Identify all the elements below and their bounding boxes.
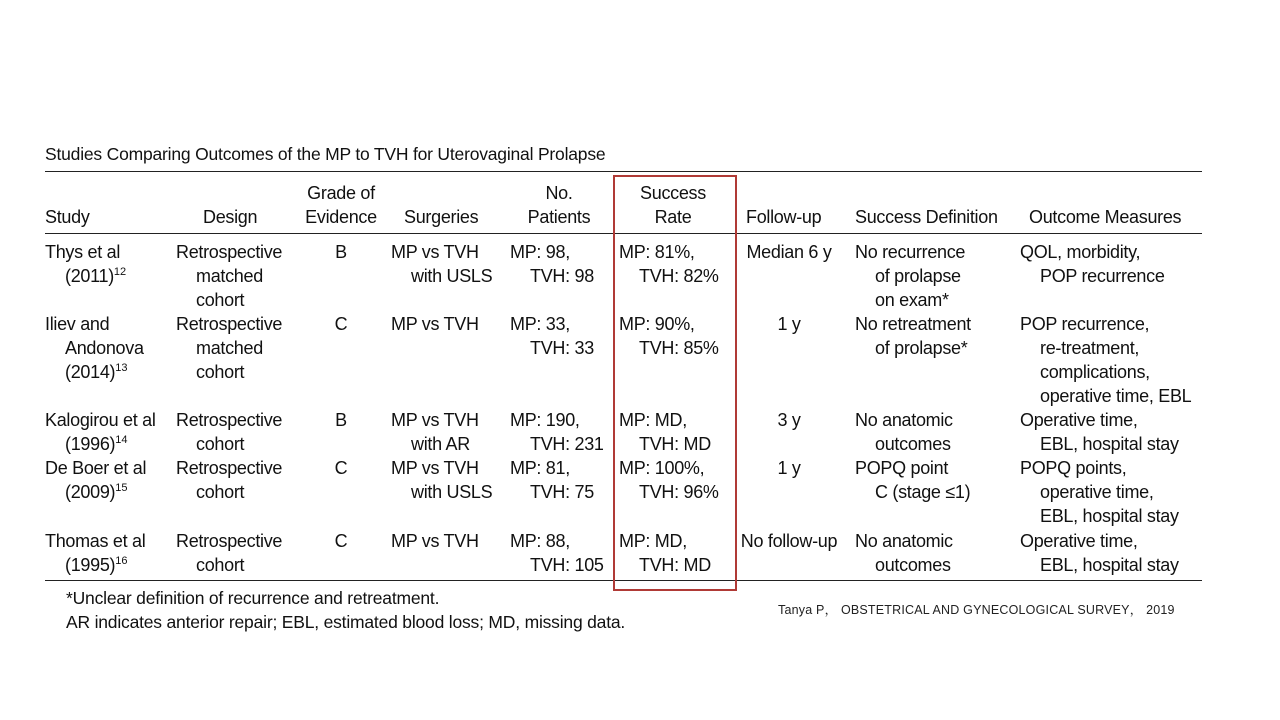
row-1-design-line1: Retrospective xyxy=(176,242,283,262)
row-2-surgeries xyxy=(391,312,479,336)
row-5-outcomes xyxy=(1020,529,1179,577)
row-5-patients-line1: MP: 88, xyxy=(510,531,570,551)
row-4-study xyxy=(45,456,146,504)
row-4-surgeries-line1: MP vs TVH xyxy=(391,458,479,478)
header-definition: Success Definition xyxy=(855,207,998,227)
row-3-study-line2 xyxy=(45,432,156,456)
row-3-followup: 3 y xyxy=(777,410,801,430)
header-patients xyxy=(514,181,604,229)
row-1-definition xyxy=(855,240,965,312)
row-5-outcomes-line2: EBL, hospital stay xyxy=(1040,555,1179,575)
row-3-study-line1: Kalogirou et al xyxy=(45,410,156,430)
row-2-study xyxy=(45,312,144,384)
row-3-design-line1: Retrospective xyxy=(176,410,283,430)
row-2-patients-line1: MP: 33, xyxy=(510,314,570,334)
row-5-patients xyxy=(510,529,604,577)
row-1-design-line2: matched xyxy=(196,266,263,286)
row-5-followup: No follow-up xyxy=(740,531,838,551)
row-1-study-line1: Thys et al xyxy=(45,242,121,262)
row-5-definition xyxy=(855,529,953,577)
row-5-grade: C xyxy=(334,531,348,551)
row-2-definition xyxy=(855,312,971,360)
row-3-grade: B xyxy=(335,410,347,430)
row-1-study-line2 xyxy=(45,264,126,288)
row-5-design-line2: cohort xyxy=(196,555,245,575)
table-caption: Studies Comparing Outcomes of the MP to TVH for Uterovaginal Prolapse xyxy=(45,144,606,164)
row-5-surgeries xyxy=(391,529,479,553)
row-5-success-line1: MP: MD, xyxy=(619,531,687,551)
row-1-outcomes xyxy=(1020,240,1165,288)
row-5-definition-line1: No anatomic xyxy=(855,531,953,551)
row-1-design-line3: cohort xyxy=(196,290,245,310)
row-4-surgeries xyxy=(391,456,492,504)
row-1-reference: 12 xyxy=(113,266,127,278)
header-grade-line1: Grade of xyxy=(307,183,375,203)
row-1-grade: B xyxy=(335,242,347,262)
row-4-definition-line2: C (stage ≤1) xyxy=(875,482,971,502)
row-2-outcomes-line1: POP recurrence, xyxy=(1020,314,1150,334)
row-1-patients-line1: MP: 98, xyxy=(510,242,570,262)
row-1-definition-line3: on exam* xyxy=(875,290,949,310)
row-5-study-line1: Thomas et al xyxy=(45,531,146,551)
header-success-line2: Rate xyxy=(654,207,692,227)
row-3-success-line1: MP: MD, xyxy=(619,410,687,430)
row-2-design xyxy=(176,312,282,384)
row-2-success-line1: MP: 90%, xyxy=(619,314,695,334)
header-surgeries: Surgeries xyxy=(404,207,479,227)
header-outcomes: Outcome Measures xyxy=(1029,207,1182,227)
row-3-study-year: (1996) xyxy=(65,434,116,454)
row-3-reference: 14 xyxy=(115,434,128,446)
row-4-patients-line1: MP: 81, xyxy=(510,458,570,478)
row-5-definition-line2: outcomes xyxy=(875,555,951,575)
row-5-study xyxy=(45,529,145,577)
header-grade xyxy=(296,181,386,229)
row-2-design-line2: matched xyxy=(196,338,263,358)
row-5-design xyxy=(176,529,282,577)
row-1-outcomes-line1: QOL, morbidity, xyxy=(1020,242,1141,262)
row-4-design-line2: cohort xyxy=(196,482,245,502)
row-3-definition-line1: No anatomic xyxy=(855,410,953,430)
row-2-outcomes-line2: re-treatment, xyxy=(1040,338,1140,358)
success-rate-highlight-box xyxy=(613,175,737,591)
row-5-study-year: (1995) xyxy=(65,555,116,575)
header-study: Study xyxy=(45,207,90,227)
table-top-rule xyxy=(45,171,1202,172)
row-1-definition-line2: of prolapse xyxy=(875,266,961,286)
row-4-definition-line1: POPQ point xyxy=(855,458,949,478)
row-4-reference: 15 xyxy=(115,482,128,494)
header-patients-line1: No. xyxy=(545,183,573,203)
row-3-definition-line2: outcomes xyxy=(875,434,951,454)
row-1-definition-line1: No recurrence xyxy=(855,242,966,262)
row-2-patients xyxy=(510,312,594,360)
row-2-reference: 13 xyxy=(115,362,128,374)
row-2-surgeries-line1: MP vs TVH xyxy=(391,314,479,334)
row-1-study xyxy=(45,240,126,288)
row-4-success-line1: MP: 100%, xyxy=(619,458,705,478)
row-3-patients xyxy=(510,408,604,456)
row-3-success-line2: TVH: MD xyxy=(639,434,711,454)
row-3-definition xyxy=(855,408,953,456)
row-3-surgeries-line2: with AR xyxy=(411,434,470,454)
row-1-success-line2: TVH: 82% xyxy=(639,266,719,286)
row-4-study-year: (2009) xyxy=(65,482,116,502)
row-1-success-line1: MP: 81%, xyxy=(619,242,695,262)
row-3-patients-line1: MP: 190, xyxy=(510,410,580,430)
row-2-study-year: (2014) xyxy=(65,362,116,382)
row-5-success-line2: TVH: MD xyxy=(639,555,711,575)
row-2-definition-line1: No retreatment xyxy=(855,314,971,334)
row-3-design xyxy=(176,408,282,456)
row-4-surgeries-line2: with USLS xyxy=(411,482,493,502)
row-4-outcomes-line1: POPQ points, xyxy=(1020,458,1127,478)
row-2-success-line2: TVH: 85% xyxy=(639,338,719,358)
row-3-surgeries-line1: MP vs TVH xyxy=(391,410,479,430)
row-1-design xyxy=(176,240,282,312)
row-4-grade: C xyxy=(334,458,348,478)
row-2-followup: 1 y xyxy=(777,314,801,334)
row-3-patients-line2: TVH: 231 xyxy=(530,434,604,454)
row-2-outcomes xyxy=(1020,312,1191,408)
row-3-study xyxy=(45,408,156,456)
row-3-outcomes-line1: Operative time, xyxy=(1020,410,1138,430)
row-2-outcomes-line3: complications, xyxy=(1040,362,1150,382)
row-1-surgeries-line2: with USLS xyxy=(411,266,493,286)
row-4-study-line2 xyxy=(45,480,146,504)
row-2-study-line3 xyxy=(45,360,144,384)
row-2-outcomes-line4: operative time, EBL xyxy=(1040,386,1192,406)
row-5-surgeries-line1: MP vs TVH xyxy=(391,531,479,551)
row-3-design-line2: cohort xyxy=(196,434,245,454)
row-5-outcomes-line1: Operative time, xyxy=(1020,531,1138,551)
row-4-patients-line2: TVH: 75 xyxy=(530,482,594,502)
row-4-design-line1: Retrospective xyxy=(176,458,283,478)
row-2-design-line1: Retrospective xyxy=(176,314,283,334)
row-2-definition-line2: of prolapse* xyxy=(875,338,968,358)
header-grade-line2: Evidence xyxy=(305,207,377,227)
row-4-outcomes xyxy=(1020,456,1179,528)
row-1-patients-line2: TVH: 98 xyxy=(530,266,594,286)
row-4-outcomes-line2: operative time, xyxy=(1040,482,1154,502)
row-4-followup: 1 y xyxy=(777,458,801,478)
row-1-outcomes-line2: POP recurrence xyxy=(1040,266,1165,286)
row-5-study-line2 xyxy=(45,553,145,577)
row-2-patients-line2: TVH: 33 xyxy=(530,338,594,358)
row-1-study-year: (2011) xyxy=(65,266,114,286)
row-1-surgeries-line1: MP vs TVH xyxy=(391,242,479,262)
row-5-patients-line2: TVH: 105 xyxy=(530,555,604,575)
header-followup: Follow-up xyxy=(746,207,822,227)
header-patients-line2: Patients xyxy=(527,207,591,227)
header-design: Design xyxy=(203,207,258,227)
row-1-patients xyxy=(510,240,594,288)
row-2-grade: C xyxy=(334,314,348,334)
footnote-asterisk: *Unclear definition of recurrence and retreatment. xyxy=(66,588,440,608)
source-credit: Tanya P， OBSTETRICAL AND GYNECOLOGICAL SURVEY， 2019 xyxy=(778,603,1175,617)
row-2-study-line2: Andonova xyxy=(65,338,144,358)
row-3-surgeries xyxy=(391,408,479,456)
header-success-line1: Success xyxy=(640,183,706,203)
row-5-reference: 16 xyxy=(115,555,128,567)
row-2-design-line3: cohort xyxy=(196,362,245,382)
row-3-outcomes xyxy=(1020,408,1179,456)
row-4-design xyxy=(176,456,282,504)
row-2-study-line1: Iliev and xyxy=(45,314,110,334)
row-4-study-line1: De Boer et al xyxy=(45,458,147,478)
footnote-abbreviations: AR indicates anterior repair; EBL, estimated blood loss; MD, missing data. xyxy=(66,612,626,632)
row-5-design-line1: Retrospective xyxy=(176,531,283,551)
row-4-success-line2: TVH: 96% xyxy=(639,482,719,502)
row-3-outcomes-line2: EBL, hospital stay xyxy=(1040,434,1179,454)
row-4-outcomes-line3: EBL, hospital stay xyxy=(1040,506,1179,526)
row-1-followup: Median 6 y xyxy=(746,242,832,262)
row-4-patients xyxy=(510,456,594,504)
row-1-surgeries xyxy=(391,240,492,288)
row-4-definition xyxy=(855,456,970,504)
